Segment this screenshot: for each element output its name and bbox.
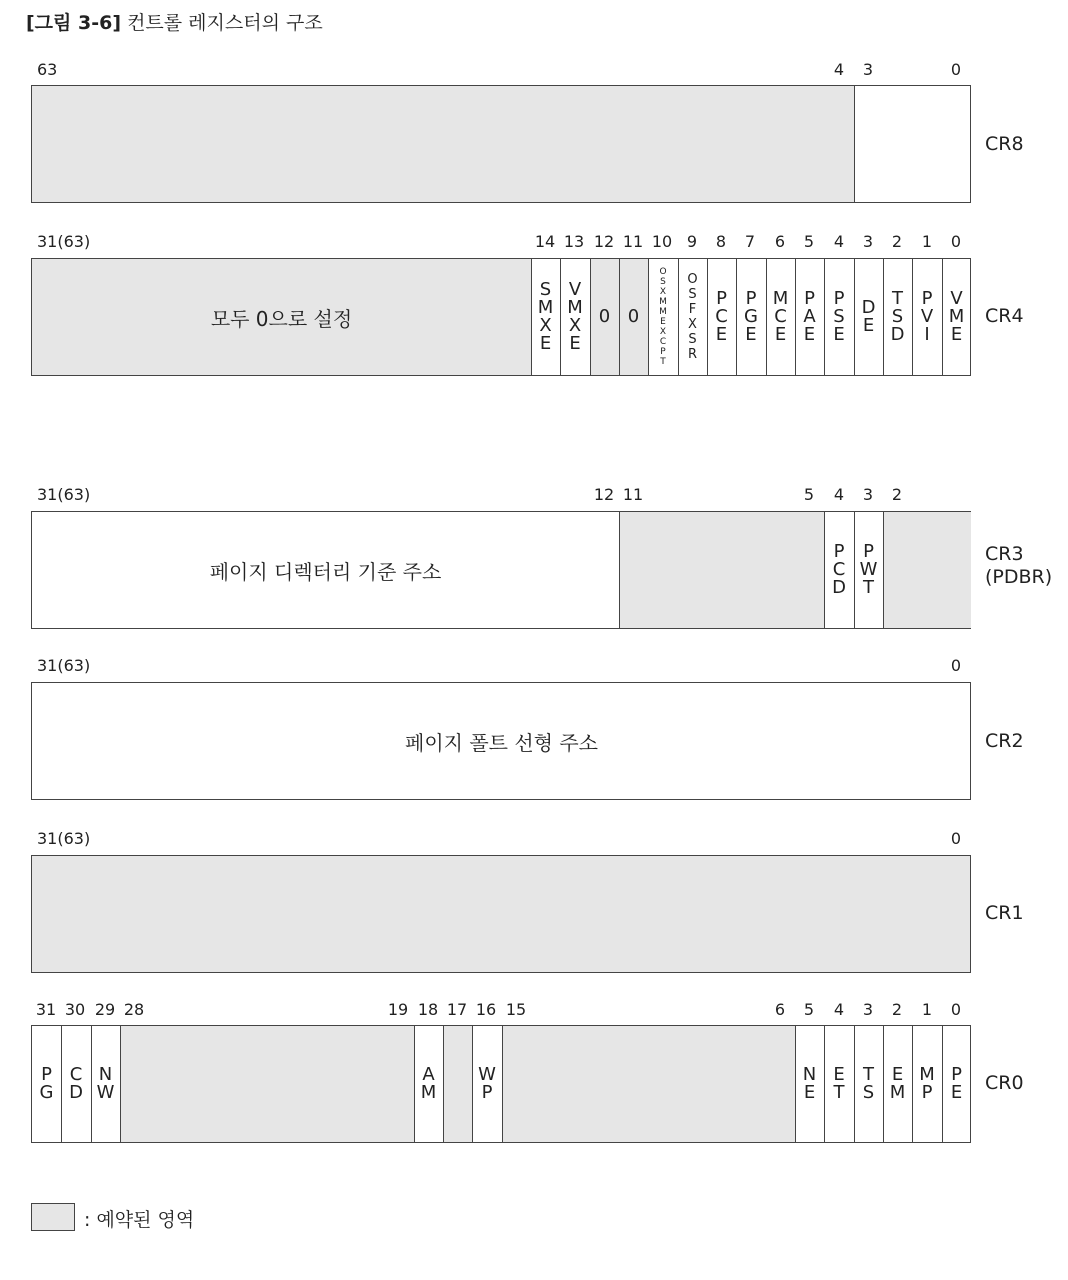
cr4-bit-label: 31(63) [37, 232, 91, 251]
cr4-bit-label: 7 [744, 232, 756, 251]
cr4-field-label: T S D [890, 288, 905, 345]
cr4-bit-label: 12 [593, 232, 615, 251]
cr8-bit-label: 63 [37, 60, 58, 79]
cr8-bit-label: 0 [950, 60, 962, 79]
cr3-bit-label: 2 [891, 485, 903, 504]
cr4-bit-label: 3 [862, 232, 874, 251]
cr4-field-label: P S E [833, 288, 845, 345]
cr4-field-label: P C E [715, 288, 728, 345]
cr3-bit-label: 3 [862, 485, 874, 504]
cr8-name: CR8 [985, 133, 1024, 155]
cr4-reserved-text: 모두 0으로 설정 [210, 306, 353, 331]
cr8-register [31, 85, 971, 203]
cr0-bit-label: 3 [862, 1000, 874, 1019]
cr4-field-label: P V I [920, 288, 934, 345]
cr4-field-label: 0 [627, 306, 640, 327]
cr0-field-label: T S [862, 1064, 875, 1103]
cr0-register [31, 1025, 971, 1143]
cr0-bit-label: 15 [505, 1000, 527, 1019]
cr2-name: CR2 [985, 730, 1024, 752]
cr4-bit-label: 5 [803, 232, 815, 251]
cr0-bit-label: 4 [833, 1000, 845, 1019]
cr4-field-label: V M X E [567, 279, 583, 354]
cr0-field-label: W P [478, 1064, 496, 1103]
cr4-field-label: D E [861, 297, 876, 336]
cr0-field-label: N W [96, 1064, 115, 1103]
cr0-bit-label: 2 [891, 1000, 903, 1019]
cr4-field-label: V M E [948, 288, 965, 345]
cr0-bit-label: 17 [446, 1000, 468, 1019]
legend-label: : 예약된 영역 [84, 1209, 195, 1231]
cr0-field-label: E T [833, 1064, 845, 1103]
cr8-bit-label: 3 [862, 60, 874, 79]
cr0-bit-label: 18 [417, 1000, 439, 1019]
cr0-field-label: N E [802, 1064, 817, 1103]
cr4-field-label: P G E [744, 288, 758, 345]
figure-title [26, 8, 323, 35]
cr0-field-label: A M [420, 1064, 437, 1103]
cr0-name: CR0 [985, 1072, 1024, 1094]
legend-swatch [31, 1203, 75, 1231]
cr3-field-label: P C D [832, 541, 846, 598]
cr2-register [31, 682, 971, 800]
cr2-bit-label: 0 [950, 656, 962, 675]
reserved-area [443, 1026, 472, 1142]
cr4-bit-label: 11 [622, 232, 644, 251]
cr4-field-label: S M X E [537, 279, 554, 354]
cr4-bit-label: 9 [686, 232, 698, 251]
cr4-bit-label: 14 [534, 232, 556, 251]
cr0-bit-label: 0 [950, 1000, 962, 1019]
cr0-bit-label: 30 [64, 1000, 86, 1019]
cr4-field-label: O S F X S R [687, 272, 698, 362]
cr0-bit-label: 28 [123, 1000, 145, 1019]
cr3-name: CR3 (PDBR) [985, 543, 1053, 588]
cr3-register [31, 511, 971, 629]
reserved-area [120, 1026, 414, 1142]
cr4-bit-label: 6 [774, 232, 786, 251]
cr4-field-label: O S X M M E X C P T [659, 267, 667, 367]
cr3-bit-label: 12 [593, 485, 615, 504]
reserved-area [883, 512, 971, 628]
cr4-field-label: 0 [598, 306, 611, 327]
cr0-field-label: P E [950, 1064, 963, 1103]
cr4-bit-label: 4 [833, 232, 845, 251]
cr2-bit-label: 31(63) [37, 656, 91, 675]
cr3-field-label: P W T [859, 541, 878, 598]
cr4-field-label: M C E [772, 288, 789, 345]
cr4-name: CR4 [985, 305, 1024, 327]
cr0-field-label: C D [69, 1064, 83, 1103]
cr3-bit-label: 4 [833, 485, 845, 504]
cr0-bit-label: 19 [387, 1000, 409, 1019]
cr0-bit-label: 6 [774, 1000, 786, 1019]
cr3-bit-label: 11 [622, 485, 644, 504]
cr2-address-text: 페이지 폴트 선형 주소 [405, 730, 598, 755]
cr4-bit-label: 0 [950, 232, 962, 251]
cr1-bit-label: 31(63) [37, 829, 91, 848]
reserved-area [32, 86, 854, 202]
cr0-bit-label: 29 [94, 1000, 116, 1019]
cr0-bit-label: 31 [35, 1000, 57, 1019]
cr4-bit-label: 2 [891, 232, 903, 251]
cr0-bit-label: 1 [921, 1000, 933, 1019]
cr3-bit-label: 31(63) [37, 485, 91, 504]
reserved-area [502, 1026, 795, 1142]
cr4-bit-label: 10 [651, 232, 673, 251]
cr3-bit-label: 5 [803, 485, 815, 504]
cr0-bit-label: 5 [803, 1000, 815, 1019]
cr1-register [31, 855, 971, 973]
cr0-bit-label: 16 [475, 1000, 497, 1019]
figure-number: [그림 3-6] [26, 12, 122, 34]
cr8-tpr-field [854, 86, 971, 202]
cr4-register [31, 258, 971, 376]
cr4-bit-label: 8 [715, 232, 727, 251]
cr0-field-label: E M [889, 1064, 906, 1103]
cr1-name: CR1 [985, 902, 1024, 924]
cr3-address-text: 페이지 디렉터리 기준 주소 [209, 559, 442, 584]
cr8-bit-label: 4 [833, 60, 845, 79]
cr4-field-label: P A E [803, 288, 816, 345]
cr1-bit-label: 0 [950, 829, 962, 848]
cr4-bit-label: 1 [921, 232, 933, 251]
cr0-field-label: P G [39, 1064, 54, 1103]
reserved-area [619, 512, 824, 628]
cr0-field-label: M P [919, 1064, 935, 1103]
figure-caption: 컨트롤 레지스터의 구조 [121, 12, 323, 34]
cr4-bit-label: 13 [563, 232, 585, 251]
